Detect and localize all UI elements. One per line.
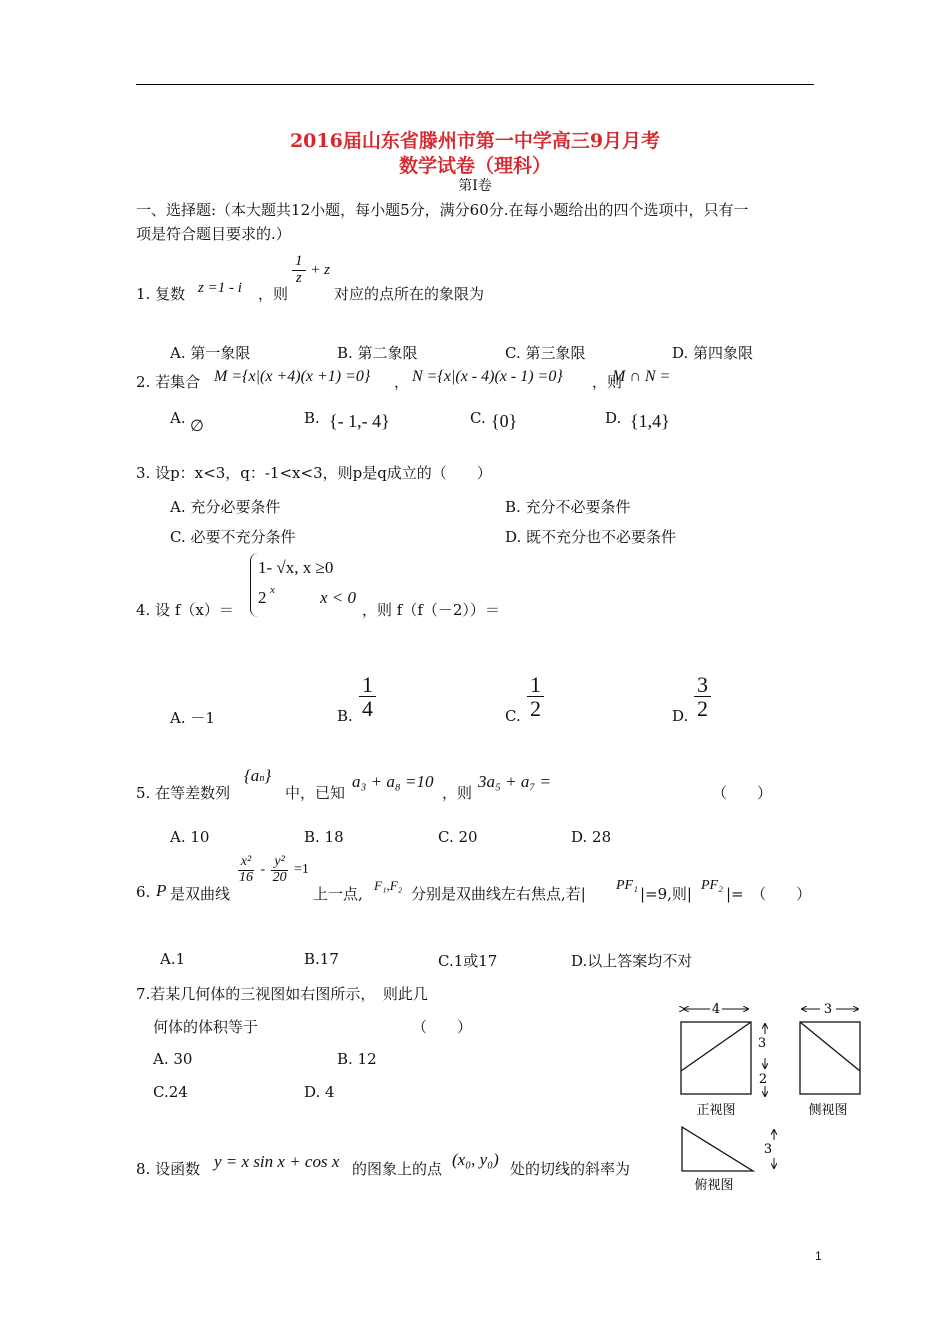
q6-frac2-den: 20 bbox=[272, 869, 287, 885]
dim-top-depth: 3 bbox=[763, 1142, 773, 1157]
q4-prefix: 4. 设 f（x）＝ bbox=[136, 601, 234, 619]
q6-frac1-den: 16 bbox=[239, 869, 253, 885]
q1-suffix: 对应的点所在的象限为 bbox=[334, 285, 485, 303]
q4-option-c-fraction bbox=[527, 673, 544, 720]
q1-mid: ，则 bbox=[258, 285, 289, 303]
front-view bbox=[681, 1009, 768, 1096]
q6-point-p: P bbox=[156, 881, 167, 900]
q4-case-2-cond: x < 0 bbox=[320, 588, 357, 607]
q1-prefix: 1. 复数 bbox=[136, 285, 186, 303]
q3-option-c: C. 必要不充分条件 bbox=[170, 528, 296, 546]
q4-option-d-num: 3 bbox=[694, 673, 711, 697]
q6-text2: 上一点, bbox=[313, 885, 363, 903]
q6-text5: |= （ ） bbox=[726, 885, 812, 903]
q3-option-b: B. 充分不必要条件 bbox=[505, 498, 631, 516]
dim-front-width: 4 bbox=[711, 1002, 721, 1017]
q8-suffix: 处的切线的斜率为 bbox=[510, 1160, 631, 1178]
top-view-label: 俯视图 bbox=[694, 1178, 734, 1193]
q5-sequence bbox=[244, 766, 271, 786]
q2-option-c-label: C. bbox=[470, 409, 486, 427]
q3-option-d: D. 既不充分也不必要条件 bbox=[505, 528, 677, 546]
q2-option-d: {1,4} bbox=[630, 411, 670, 431]
q6-frac2-num: y² bbox=[271, 855, 287, 871]
q2-option-a: ∅ bbox=[190, 418, 204, 435]
page-number: 1 bbox=[815, 1249, 822, 1263]
q3-option-a: A. 充分必要条件 bbox=[170, 498, 281, 516]
q2-prefix: 2. 若集合 bbox=[136, 373, 201, 391]
dim-height-lower: 2 bbox=[758, 1072, 768, 1087]
q1-option-a: A. 第一象限 bbox=[170, 344, 251, 362]
q2-mid: ，则 bbox=[592, 373, 623, 391]
q3-stem: 3. 设p：x<3，q：-1<x<3，则p是q成立的（ ） bbox=[136, 464, 492, 482]
q6-frac1-num: x² bbox=[238, 855, 254, 871]
q8-mid: 的图象上的点 bbox=[352, 1160, 443, 1178]
q5-mid: 中，已知 bbox=[285, 784, 346, 802]
q2-sep: ， bbox=[394, 373, 410, 391]
q4-option-c-den: 2 bbox=[530, 696, 541, 722]
q5-condition: a₃ + a₈ =10 bbox=[352, 772, 434, 791]
q4-option-d-label: D. bbox=[672, 707, 689, 725]
side-view-label: 侧视图 bbox=[808, 1103, 848, 1118]
q6-prefix: 6. bbox=[136, 883, 151, 901]
exam-title: 2016届山东省滕州市第一中学高三9月月考 bbox=[289, 130, 661, 152]
q6-pf1: PF₁ bbox=[616, 878, 638, 893]
q1-z-definition: z =1 - i bbox=[198, 280, 242, 296]
q2-option-c: {0} bbox=[491, 411, 518, 431]
q4-case-2-exp: x bbox=[270, 584, 275, 596]
q4-option-c-label: C. bbox=[505, 707, 521, 725]
q6-option-c: C.1或17 bbox=[438, 952, 498, 970]
q5-seq-close: } bbox=[264, 766, 272, 785]
exam-subtitle: 数学试卷（理科） bbox=[398, 155, 551, 177]
q5-seq-open: {a bbox=[244, 766, 260, 785]
q7-paren: （ ） bbox=[412, 1018, 473, 1036]
q5-prefix: 5. 在等差数列 bbox=[136, 784, 231, 802]
q4-option-d-fraction bbox=[694, 673, 711, 720]
q7-line2: 何体的体积等于 bbox=[153, 1018, 259, 1036]
q5-seq-sub: n bbox=[259, 773, 265, 784]
section-heading-line2: 项是符合题目要求的.） bbox=[136, 225, 291, 243]
dim-height-upper: 3 bbox=[757, 1036, 767, 1051]
three-view-figure bbox=[670, 996, 870, 1196]
q4-option-b-num: 1 bbox=[359, 673, 376, 697]
q8-prefix: 8. 设函数 bbox=[136, 1160, 201, 1178]
q2-option-b-label: B. bbox=[304, 409, 320, 427]
q5-option-d: D. 28 bbox=[571, 828, 612, 846]
q1-option-c: C. 第三象限 bbox=[505, 344, 586, 362]
volume-label: 第Ⅰ卷 bbox=[458, 178, 492, 194]
q6-minus: - bbox=[260, 862, 266, 878]
section-heading-line1: 一、选择题:（本大题共12小题，每小题5分，满分60分.在每小题给出的四个选项中，只有一 bbox=[136, 201, 749, 219]
q1-fraction bbox=[292, 254, 330, 287]
q1-option-d: D. 第四象限 bbox=[672, 344, 754, 362]
q8-function: y = x sin x + cos x bbox=[214, 1152, 340, 1171]
q4-case-2-base: 2 bbox=[258, 588, 267, 607]
q6-pf2: PF₂ bbox=[701, 878, 723, 893]
q5-option-b: B. 18 bbox=[304, 828, 344, 846]
top-view bbox=[682, 1127, 774, 1171]
q5-option-a: A. 10 bbox=[170, 828, 210, 846]
q6-foci: F₁,F₂ bbox=[374, 878, 403, 893]
q6-equals: =1 bbox=[294, 862, 309, 878]
q6-option-b: B.17 bbox=[304, 950, 339, 968]
q7-option-c: C.24 bbox=[153, 1083, 188, 1101]
q5-option-c: C. 20 bbox=[438, 828, 478, 846]
q4-option-b-label: B. bbox=[337, 707, 353, 725]
q4-option-d-den: 2 bbox=[697, 696, 708, 722]
q5-paren: （ ） bbox=[712, 784, 773, 802]
q7-option-a: A. 30 bbox=[153, 1050, 193, 1068]
q7-option-b: B. 12 bbox=[337, 1050, 377, 1068]
q2-option-d-label: D. bbox=[605, 409, 622, 427]
dim-side-width: 3 bbox=[823, 1002, 833, 1017]
side-view bbox=[800, 1009, 860, 1094]
q6-option-a: A.1 bbox=[160, 950, 186, 968]
q6-hyperbola bbox=[236, 855, 309, 885]
q1-option-b: B. 第二象限 bbox=[337, 344, 418, 362]
q2-expression: M ∩ N = bbox=[612, 368, 671, 385]
q7-option-d: D. 4 bbox=[304, 1083, 335, 1101]
q4-option-b-den: 4 bbox=[362, 696, 373, 722]
q8-point: (x₀, y₀) bbox=[452, 1150, 499, 1169]
q1-plus-z: + z bbox=[310, 261, 330, 278]
q6-text4: |=9,则| bbox=[640, 885, 692, 903]
q4-suffix: ，则 f（f（－2））＝ bbox=[362, 601, 500, 619]
q2-set-m: M ={x|(x +4)(x +1) =0} bbox=[214, 368, 371, 385]
q6-option-d: D.以上答案均不对 bbox=[571, 952, 693, 970]
q2-set-n: N ={x|(x - 4)(x - 1) =0} bbox=[412, 368, 563, 385]
q5-mid2: ，则 bbox=[442, 784, 473, 802]
header-rule bbox=[136, 84, 814, 85]
q4-option-a: A. －1 bbox=[170, 709, 215, 727]
q4-case-1: 1- √x, x ≥0 bbox=[258, 558, 334, 577]
q2-option-a-label: A. bbox=[170, 409, 186, 427]
q4-option-c-num: 1 bbox=[527, 673, 544, 697]
front-view-label: 正视图 bbox=[696, 1103, 736, 1118]
q1-frac-num: 1 bbox=[292, 254, 306, 271]
q6-text1: 是双曲线 bbox=[170, 885, 231, 903]
q2-option-b: {- 1,- 4} bbox=[329, 411, 390, 431]
q7-line1: 7.若某几何体的三视图如右图所示， 则此几 bbox=[136, 985, 428, 1003]
q5-expression: 3a₅ + a₇ = bbox=[478, 772, 552, 791]
q4-option-b-fraction bbox=[359, 673, 376, 720]
q6-text3: 分别是双曲线左右焦点,若| bbox=[411, 885, 586, 903]
q1-frac-den: z bbox=[295, 269, 302, 286]
